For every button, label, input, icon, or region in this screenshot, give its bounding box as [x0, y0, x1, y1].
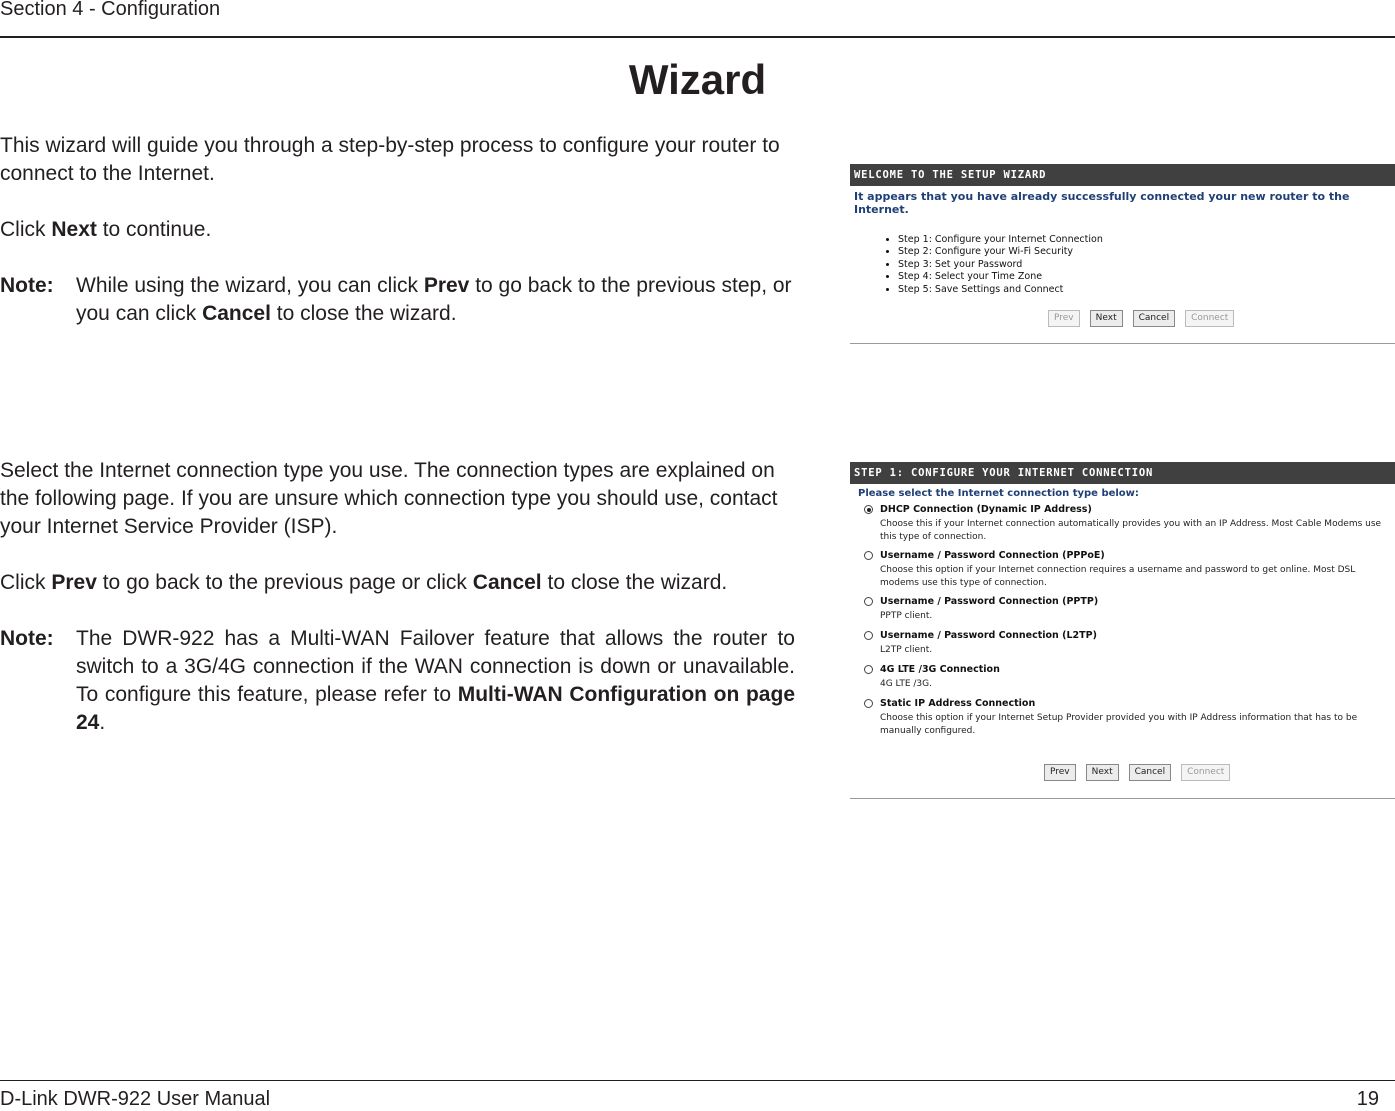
multi-wan-link[interactable]: Multi-WAN Configuration on page 24 [76, 683, 795, 734]
radio-icon[interactable] [864, 699, 873, 708]
prev-button[interactable]: Prev [1048, 310, 1080, 327]
click-pre: Click [0, 571, 52, 594]
click-prev-line [0, 569, 795, 597]
option-desc: PPTP client. [880, 611, 933, 621]
panel-subtitle: Please select the Internet connection type below: [858, 488, 1139, 499]
click-pre: Click [0, 218, 52, 241]
option-desc: Choose this option if your Internet Setup Provider provided you with IP Address information that has to be manually configured. [880, 713, 1358, 736]
click-mid: to go back to the previous page or click [96, 571, 473, 594]
panel-subtitle: It appears that you have already successfully connected your new router to the Internet. [854, 190, 1350, 216]
note-end: . [99, 711, 106, 734]
click-post: to close the wizard. [541, 571, 728, 594]
option-title: Static IP Address Connection [880, 698, 1036, 709]
note-post: to close the wizard. [270, 302, 457, 325]
welcome-wizard-panel [850, 164, 1395, 346]
radio-icon[interactable] [864, 631, 873, 640]
next-button[interactable]: Next [1086, 764, 1119, 781]
next-button[interactable]: Next [1090, 310, 1123, 327]
radio-icon[interactable] [864, 665, 873, 674]
step-item: • Step 5: Save Settings and Connect [898, 284, 1395, 296]
option-dhcp[interactable] [864, 504, 1384, 550]
note-text: The DWR-922 has a Multi-WAN Failover feature that allows the router to switch to a 3G/4G connection if the WAN connection is down or unavailable. To configure this feature, please refer to [76, 627, 795, 706]
prev-keyword: Prev [423, 274, 470, 297]
cancel-keyword: Cancel [202, 302, 271, 325]
connection-intro [0, 457, 795, 737]
option-desc: L2TP client. [880, 645, 933, 655]
panel-divider [850, 343, 1395, 344]
connect-button[interactable]: Connect [1181, 764, 1230, 781]
option-pppoe[interactable] [864, 550, 1384, 596]
note-mid: to go back to the previous step, or you can click [76, 274, 792, 325]
click-next-line [0, 216, 795, 244]
option-desc: Choose this option if your Internet connection requires a username and password to get online. Most DSL modems use this type of connection. [880, 565, 1356, 588]
step-item: • Step 2: Configure your Wi-Fi Security [898, 246, 1395, 258]
note-block [0, 625, 795, 737]
page-title: Wizard [628, 56, 767, 103]
option-pptp[interactable] [864, 596, 1384, 630]
wizard-intro [0, 132, 795, 328]
note-block [0, 272, 795, 328]
option-desc: 4G LTE /3G. [880, 679, 932, 689]
note-pre: While using the wizard, you can click [76, 274, 424, 297]
page-number: 19 [1356, 1088, 1379, 1110]
option-desc: Choose this if your Internet connection automatically provides you with an IP Address. Most Cable Modems use this type of connection. [880, 519, 1382, 542]
option-title: Username / Password Connection (PPTP) [880, 596, 1099, 607]
step-item: • Step 3: Set your Password [898, 259, 1395, 271]
next-keyword: Next [51, 218, 97, 241]
step-item: • Step 4: Select your Time Zone [898, 271, 1395, 283]
connect-button[interactable]: Connect [1185, 310, 1234, 327]
footer-manual-title: D-Link DWR-922 User Manual [0, 1088, 271, 1110]
connection-type-panel [850, 462, 1395, 800]
bottom-divider [0, 1080, 1395, 1081]
button-row [1044, 764, 1230, 781]
option-list [864, 504, 1384, 744]
button-row [1048, 310, 1234, 327]
option-l2tp[interactable] [864, 630, 1384, 664]
panel-header: STEP 1: CONFIGURE YOUR INTERNET CONNECTION [850, 462, 1395, 484]
option-title: Username / Password Connection (PPPoE) [880, 550, 1105, 561]
option-4g[interactable] [864, 664, 1384, 698]
panel-header: WELCOME TO THE SETUP WIZARD [850, 164, 1395, 186]
radio-icon[interactable] [864, 505, 873, 514]
note-label: Note: [0, 627, 54, 650]
top-divider [0, 36, 1395, 38]
option-title: Username / Password Connection (L2TP) [880, 630, 1097, 641]
prev-button[interactable]: Prev [1044, 764, 1076, 781]
intro-paragraph: Select the Internet connection type you use. The connection types are explained on the following page. If you are unsure which connection type you should use, contact your Internet Service Provider (ISP). [0, 459, 778, 538]
panel-divider [850, 798, 1395, 799]
prev-keyword: Prev [51, 571, 97, 594]
radio-icon[interactable] [864, 551, 873, 560]
click-post: to continue. [96, 218, 212, 241]
intro-paragraph: This wizard will guide you through a step-by-step process to configure your router to connect to the Internet. [0, 134, 780, 185]
radio-icon[interactable] [864, 597, 873, 606]
steps-list [850, 234, 1395, 296]
cancel-button[interactable]: Cancel [1133, 310, 1176, 327]
option-title: DHCP Connection (Dynamic IP Address) [880, 504, 1092, 515]
cancel-button[interactable]: Cancel [1129, 764, 1172, 781]
step-item: • Step 1: Configure your Internet Connection [898, 234, 1395, 246]
section-header: Section 4 - Configuration [0, 0, 221, 20]
option-static[interactable] [864, 698, 1384, 744]
option-title: 4G LTE /3G Connection [880, 664, 1000, 675]
cancel-keyword: Cancel [472, 571, 542, 594]
note-label: Note: [0, 274, 54, 297]
